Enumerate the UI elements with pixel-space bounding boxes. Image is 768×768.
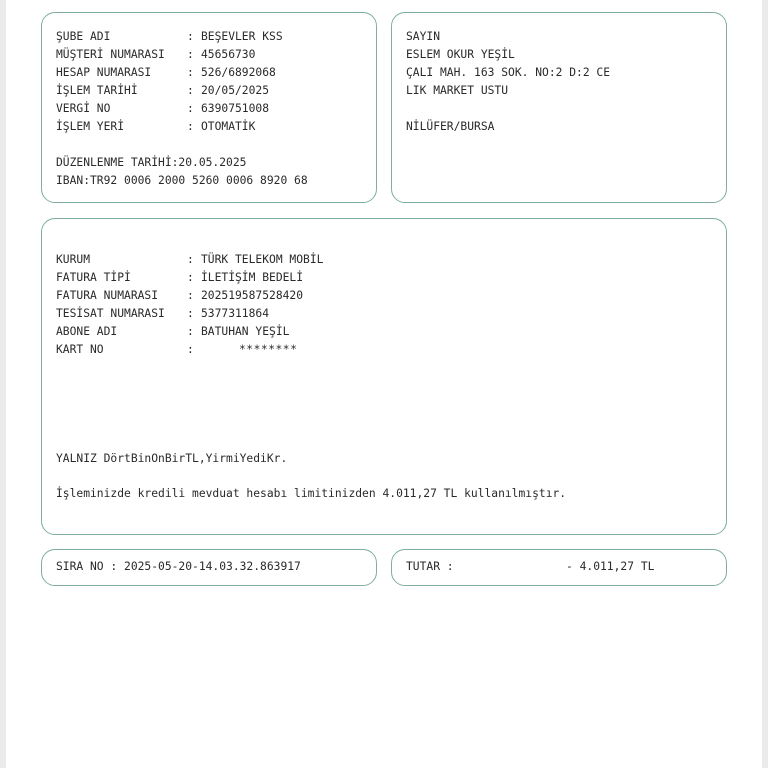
customer-number-row — [56, 48, 255, 62]
branch-info-box — [41, 12, 377, 203]
field-value: 5377311864 — [201, 307, 270, 320]
field-label: MÜŞTERİ NUMARASI — [56, 48, 165, 61]
field-label: KART NO — [56, 343, 104, 356]
field-label: HESAP NUMARASI — [56, 66, 152, 79]
card-number-row — [56, 343, 297, 357]
receipt-page — [6, 0, 762, 768]
field-value: TÜRK TELEKOM MOBİL — [201, 253, 324, 266]
field-separator: : — [187, 307, 194, 320]
recipient-name: ESLEM OKUR YEŞİL — [406, 48, 515, 61]
masked-card-number: ******** — [239, 343, 298, 356]
iban: IBAN:TR92 0006 2000 5260 0006 8920 68 — [56, 174, 308, 187]
invoice-details-box — [41, 218, 727, 535]
field-label: ŞUBE ADI — [56, 30, 111, 43]
field-label: FATURA TİPİ — [56, 271, 131, 284]
field-label: ABONE ADI — [56, 325, 118, 338]
field-label: KURUM — [56, 253, 91, 266]
field-separator: : — [187, 66, 194, 79]
field-value: 20/05/2025 — [201, 84, 270, 97]
field-value: BATUHAN YEŞİL — [201, 325, 290, 338]
transaction-date-row — [56, 84, 269, 98]
field-separator: : — [187, 253, 194, 266]
address-city: NİLÜFER/BURSA — [406, 120, 495, 133]
field-separator: : — [187, 271, 194, 284]
address-line-2: LIK MARKET USTU — [406, 84, 509, 97]
salutation: SAYIN — [406, 30, 441, 43]
branch-row — [56, 30, 283, 44]
invoice-type-row — [56, 271, 303, 285]
issue-date: DÜZENLENME TARİHİ:20.05.2025 — [56, 156, 247, 169]
invoice-number-row — [56, 289, 303, 303]
field-separator: : — [187, 325, 194, 338]
field-label: TESİSAT NUMARASI — [56, 307, 165, 320]
address-line-1: ÇALI MAH. 163 SOK. NO:2 D:2 CE — [406, 66, 611, 79]
sequence-number: SIRA NO : 2025-05-20-14.03.32.863917 — [56, 560, 301, 573]
field-label: İŞLEM YERİ — [56, 120, 125, 133]
field-separator: : — [187, 343, 194, 356]
institution-row — [56, 253, 323, 267]
total-label: TUTAR : — [406, 560, 454, 573]
field-label: VERGİ NO — [56, 102, 111, 115]
total-value: - 4.011,27 TL — [566, 560, 655, 573]
field-separator: : — [187, 30, 194, 43]
field-value: BEŞEVLER KSS — [201, 30, 283, 43]
field-value: 526/6892068 — [201, 66, 276, 79]
field-separator: : — [187, 120, 194, 133]
field-value: 202519587528420 — [201, 289, 304, 302]
total-amount-box — [391, 549, 727, 586]
field-separator: : — [187, 102, 194, 115]
field-separator: : — [187, 289, 194, 302]
recipient-address-box — [391, 12, 727, 203]
subscriber-name-row — [56, 325, 289, 339]
field-separator: : — [187, 84, 194, 97]
sequence-number-box — [41, 549, 377, 586]
field-label: İŞLEM TARİHİ — [56, 84, 138, 97]
amount-in-words: YALNIZ DörtBinOnBirTL,YirmiYediKr. — [56, 452, 288, 465]
field-label: FATURA NUMARASI — [56, 289, 159, 302]
field-value: İLETİŞİM BEDELİ — [201, 271, 304, 284]
field-value: 45656730 — [201, 48, 256, 61]
tax-number-row — [56, 102, 269, 116]
overdraft-note: İşleminizde kredili mevduat hesabı limitinizden 4.011,27 TL kullanılmıştır. — [56, 487, 567, 500]
field-value: 6390751008 — [201, 102, 270, 115]
field-separator: : — [187, 48, 194, 61]
field-value: OTOMATİK — [201, 120, 256, 133]
transaction-place-row — [56, 120, 255, 134]
installation-number-row — [56, 307, 269, 321]
account-number-row — [56, 66, 276, 80]
